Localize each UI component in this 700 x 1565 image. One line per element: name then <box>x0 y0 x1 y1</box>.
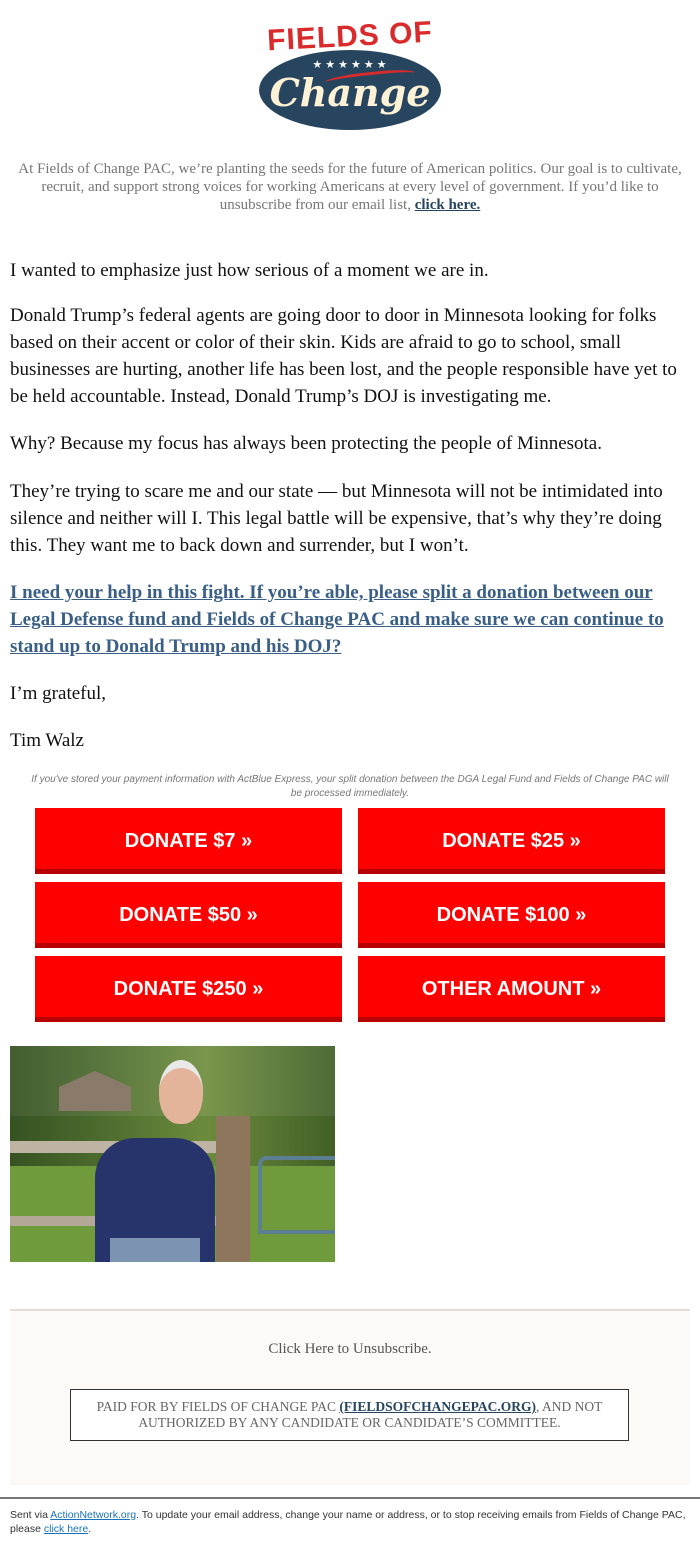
sent-post: . <box>88 1523 92 1535</box>
intro-text <box>10 160 690 214</box>
logo-line1: FIELDS OF <box>266 15 434 58</box>
cta-paragraph <box>10 579 690 660</box>
sent-pre: Sent via <box>10 1509 48 1521</box>
body-paragraph-4: They’re trying to scare me and our state — but Minnesota will not be intimidated into silence and neither will I. This legal battle will be expensive, that’s why they’re doing this. They want me to back down and surrender, but I won’t. <box>10 481 663 556</box>
body-paragraph-2: Donald Trump’s federal agents are going door to door in Minnesota looking for folks based on their accent or color of their skin. Kids are afraid to go to school, small businesses are hurting, another life has been lost, and the people responsible have yet to be held accountable. Instead, Donald Trump’s DOJ is investigating me. <box>10 305 677 407</box>
paid-for-by-disclaimer <box>70 1389 629 1441</box>
donate-25-button[interactable]: DONATE $25 » <box>358 808 665 874</box>
donate-50-button[interactable]: DONATE $50 » <box>35 882 342 948</box>
sent-via-divider <box>0 1497 700 1499</box>
donate-100-button[interactable]: DONATE $100 » <box>358 882 665 948</box>
sent-via-text <box>10 1508 695 1536</box>
closing-text: I’m grateful, <box>10 683 107 704</box>
sent-mid: . To update your email address, change your name or address, or to stop receiving emails from Fields of Change PAC, please <box>10 1509 686 1535</box>
logo-stars-icon: ★★★★★★ <box>312 59 390 71</box>
footer-unsubscribe-link[interactable]: Click Here to Unsubscribe. <box>268 1341 432 1357</box>
actionnetwork-link[interactable]: ActionNetwork.org <box>50 1509 137 1521</box>
tim-walz-photo <box>10 1046 335 1262</box>
update-preferences-link[interactable]: click here <box>43 1523 89 1535</box>
fields-of-change-logo <box>255 14 445 134</box>
body-paragraph-1: I wanted to emphasize just how serious of a moment we are in. <box>10 260 489 281</box>
paid-pre: PAID FOR BY FIELDS OF CHANGE PAC <box>96 1399 336 1414</box>
signature: Tim Walz <box>10 730 84 751</box>
cta-donate-link[interactable]: I need your help in this fight. If you’re able, please split a donation between our Legal Defense fund and Fields of Change PAC and make sure we can continue to stand up to Donald Trump and his DOJ? <box>10 582 664 657</box>
logo-line2: Change <box>269 70 431 115</box>
intro-unsubscribe-link[interactable]: click here. <box>414 197 481 213</box>
actblue-express-note: If you've stored your payment information with ActBlue Express, your split donation between the DGA Legal Fund and Fields of Change PAC will be processed immediately. <box>31 774 669 799</box>
donate-250-button[interactable]: DONATE $250 » <box>35 956 342 1022</box>
body-paragraph-3: Why? Because my focus has always been protecting the people of Minnesota. <box>10 433 602 454</box>
paid-post: , AND NOT AUTHORIZED BY ANY CANDIDATE OR CANDIDATE’S COMMITTEE. <box>138 1399 603 1430</box>
donate-7-button[interactable]: DONATE $7 » <box>35 808 342 874</box>
paid-site-link[interactable]: (FIELDSOFCHANGEPAC.ORG) <box>339 1399 536 1414</box>
intro-body: At Fields of Change PAC, we’re planting the seeds for the future of American politics. Our goal is to cultivate, recruit, and support strong voices for working Americans at every level of government. If you’d like to unsubscribe from our email list, <box>18 161 682 213</box>
donate-other-amount-button[interactable]: OTHER AMOUNT » <box>358 956 665 1022</box>
